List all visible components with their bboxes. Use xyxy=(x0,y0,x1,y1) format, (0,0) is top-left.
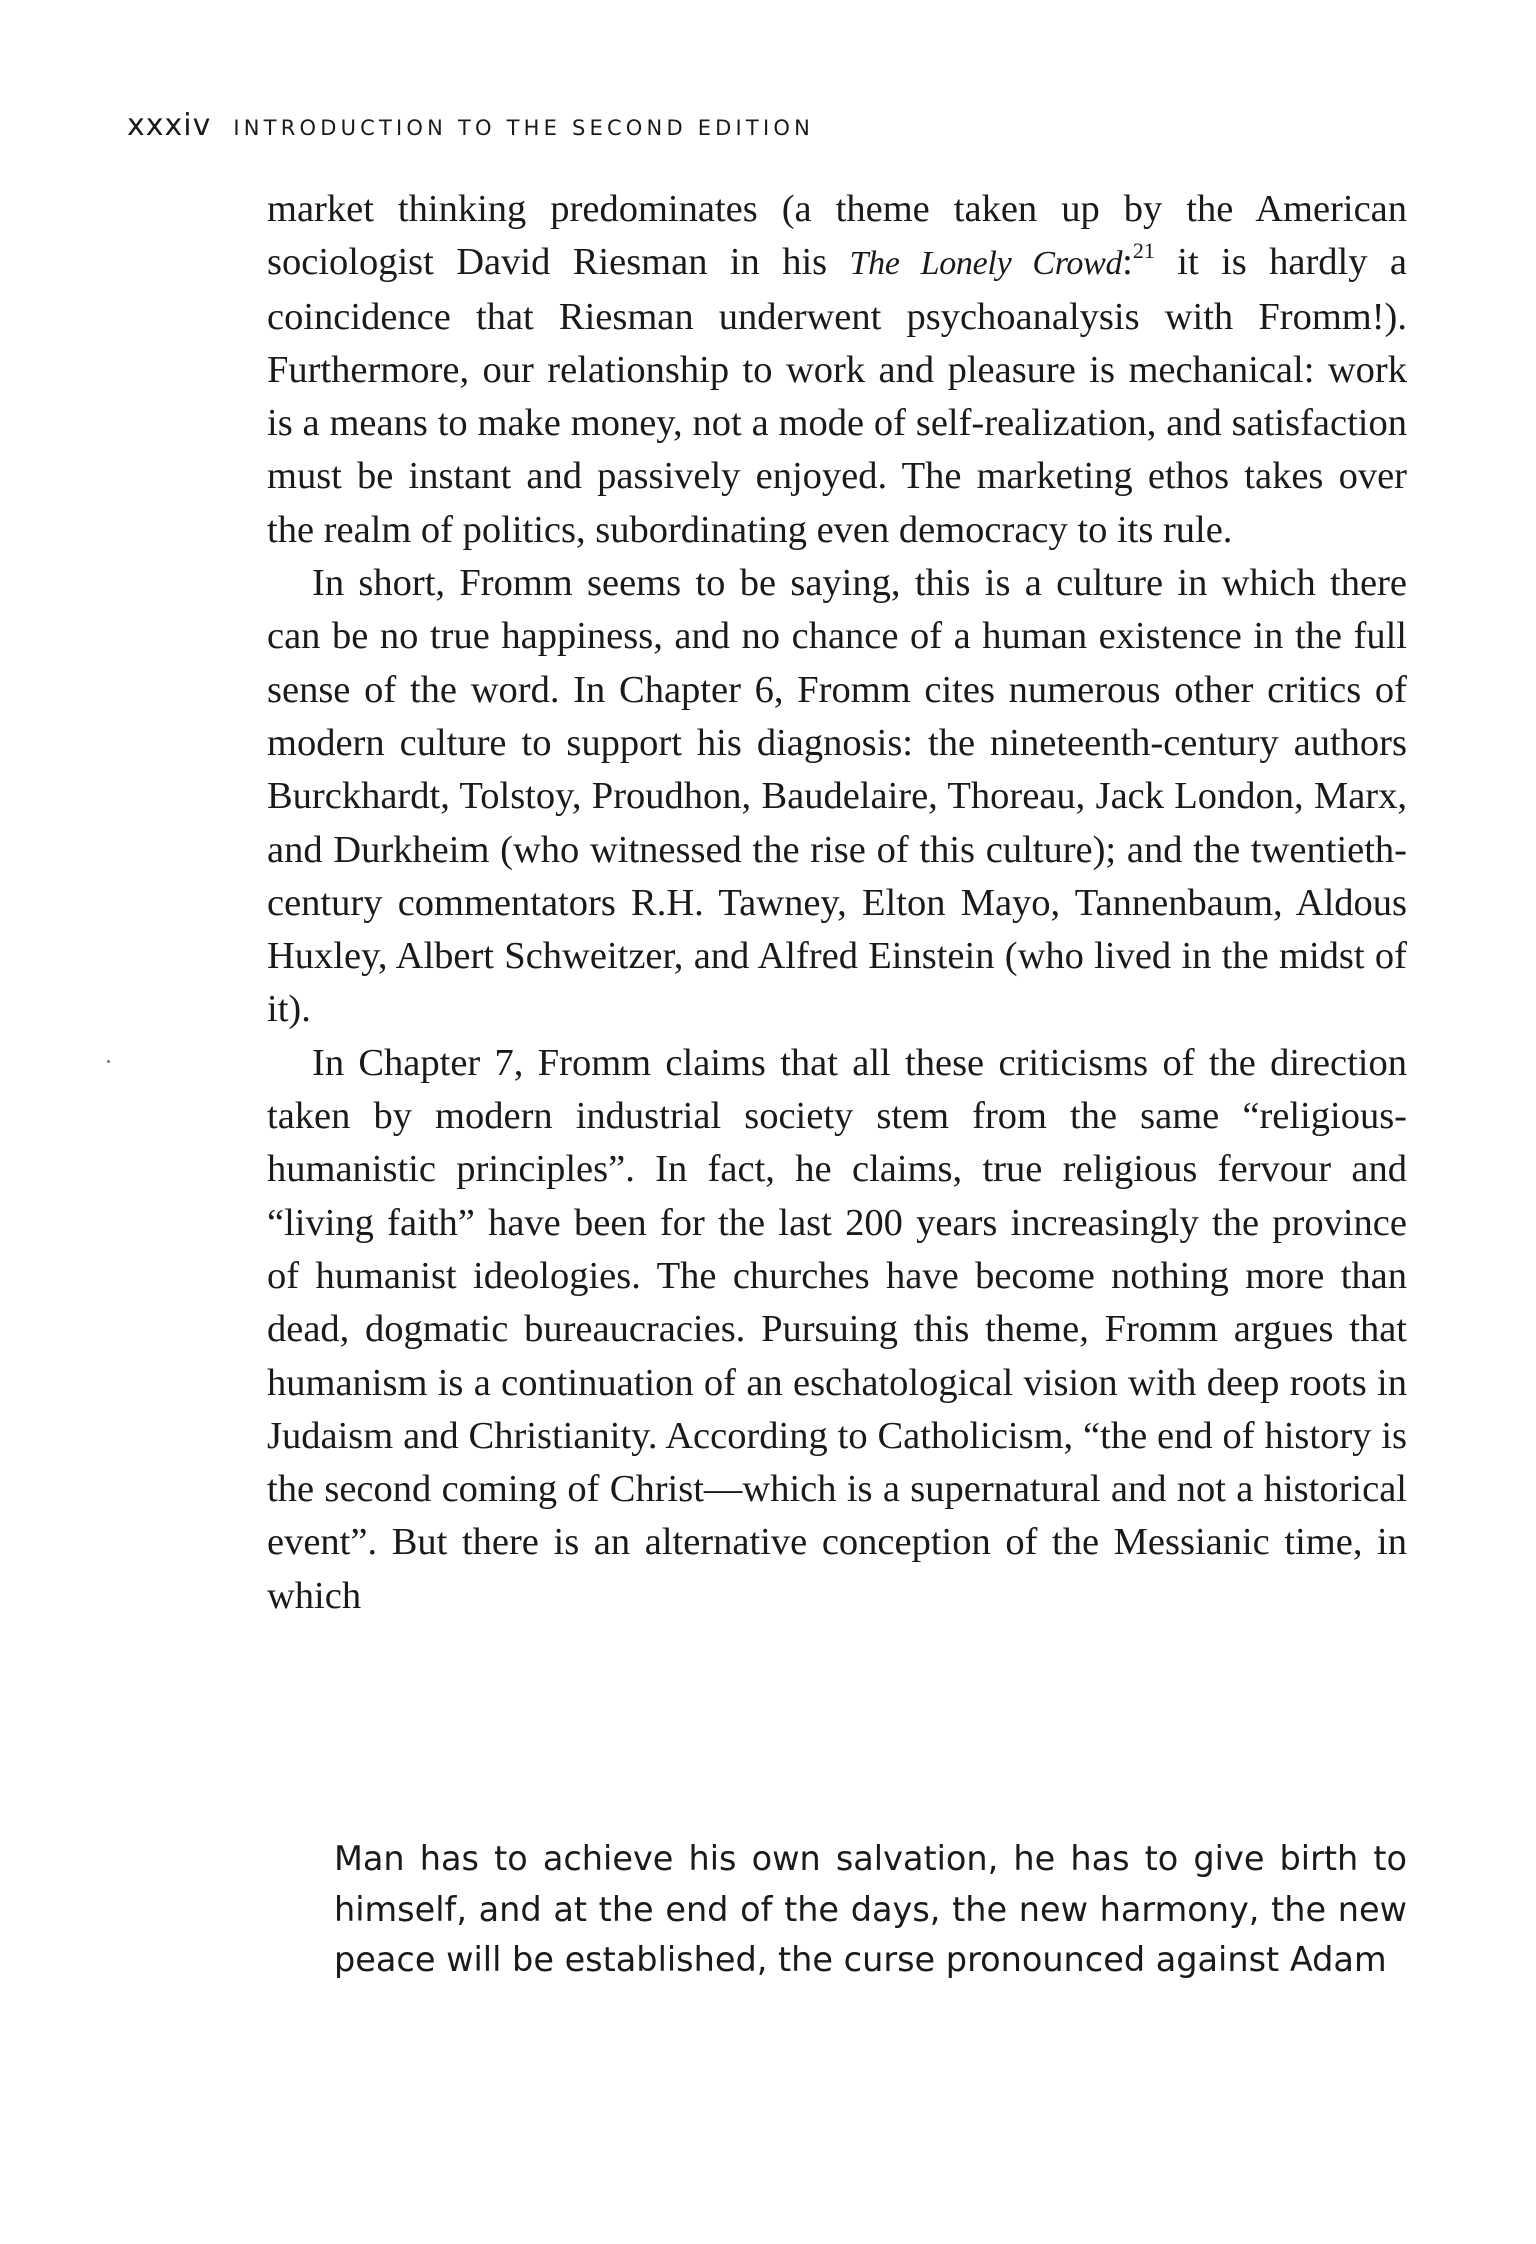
book-title: The Lonely Crowd xyxy=(849,245,1123,283)
paragraph-2: In short, Fromm seems to be saying, this is a culture in which there can be no true happiness, and no chance of a human existence in the full sense of the word. In Chapter 6, Fromm cites numerous other critics of modern culture to support his diagnosis: the nineteenth-century authors Burckhardt, Tolstoy, Proudhon, Baudelaire, Thoreau, Jack London, Marx, and Durkheim (who witnessed the rise of this culture); and the twentieth-century commentators R.H. Tawney, Elton Mayo, Tannenbaum, Aldous Huxley, Albert Schweitzer, and Alfred Einstein (who lived in the midst of it). xyxy=(267,562,1407,1031)
paragraph-1 xyxy=(267,183,1407,557)
page-number: xxxiv xyxy=(127,108,212,143)
paragraph-3: In Chapter 7, Fromm claims that all these criticisms of the direction taken by modern industrial society stem from the same “religious-humanistic principles”. In fact, he claims, true religious fervour and “living faith” have been for the last 200 years increasingly the province of humanist ideologies. The churches have become nothing more than dead, dogmatic bureaucracies. Pursuing this theme, Fromm argues that humanism is a continuation of an eschatological vision with deep roots in Judaism and Christianity. According to Catholicism, “the end of history is the second coming of Christ—which is a supernatural and not a historical event”. But there is an alternative conception of the Messianic time, in which xyxy=(267,1041,1407,1617)
block-quote: Man has to achieve his own salvation, he has to give birth to himself, and at the end of the days, the new harmony, the new peace will be established, the curse pronounced against Adam xyxy=(334,1839,1407,1979)
page-header xyxy=(127,108,1427,148)
footnote-ref[interactable]: 21 xyxy=(1132,238,1155,264)
running-head: INTRODUCTION TO THE SECOND EDITION xyxy=(233,116,814,140)
paragraph-1-colon: : xyxy=(1122,241,1133,284)
body-text xyxy=(267,183,1407,1623)
margin-speck xyxy=(107,1060,110,1063)
paragraph-1-text-b: it is hardly a coincidence that Riesman underwent psychoanalysis with Fromm!). Furthermore, our relationship to work and pleasure is mechanical: work is a means to make money, not a mode of self-realization, and satisfaction must be instant and passively enjoyed. The marketing ethos takes over the realm of politics, subordinating even democracy to its rule. xyxy=(267,241,1407,551)
paragraph-1-text-a: market thinking predominates (a theme taken up by the American sociologist David Riesman in his xyxy=(267,188,1407,284)
